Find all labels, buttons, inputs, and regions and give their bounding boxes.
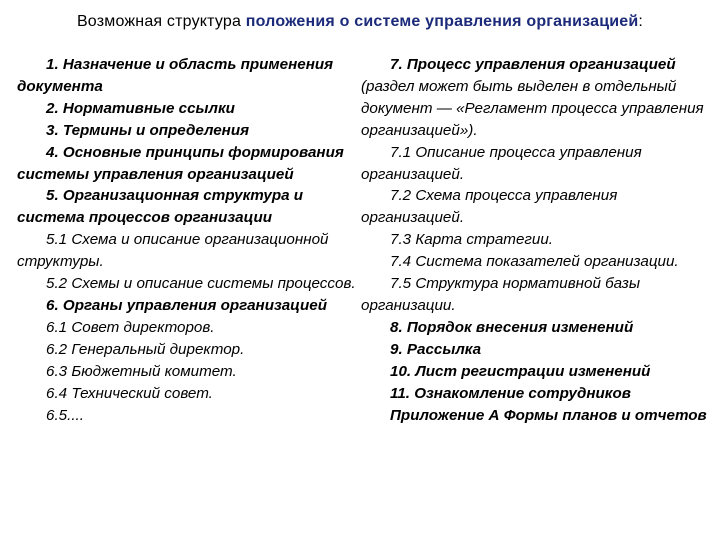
item7-note: (раздел может быть выделен в отдельный документ — «Регламент процесса управления организацией»). <box>361 56 708 139</box>
title-suffix: : <box>638 13 644 30</box>
list-item: 6. Органы управления организацией <box>46 296 327 314</box>
page-title <box>0 11 720 33</box>
list-item: 6.4 Технический совет. <box>46 384 213 402</box>
list-item: 9. Рассылка <box>390 340 482 358</box>
list-item: 2. Нормативные ссылки <box>46 99 235 117</box>
list-item: Приложение А Формы планов и отчетов <box>390 406 707 424</box>
list-item: 6.2 Генеральный директор. <box>46 340 245 358</box>
list-item: 7.4 Система показателей организации. <box>390 253 679 271</box>
list-item: 1. Назначение и область применения документа <box>17 56 338 95</box>
list-item: 5.2 Схемы и описание системы процессов. <box>46 275 356 293</box>
right-column <box>361 54 711 426</box>
list-item: 8. Порядок внесения изменений <box>390 318 634 336</box>
list-item: 7.1 Описание процесса управления организацией. <box>361 143 646 183</box>
list-item: 7.5 Структура нормативной базы организации. <box>361 275 645 314</box>
list-item: 7.2 Схема процесса управления организацией. <box>361 187 622 227</box>
list-item: 10. Лист регистрации изменений <box>390 362 651 380</box>
left-column <box>17 54 362 426</box>
list-item: 11. Ознакомление сотрудников <box>390 384 631 402</box>
list-item: 6.5.... <box>46 406 84 424</box>
title-highlight: положения о системе управления организацией <box>245 13 639 30</box>
list-item: 6.1 Совет директоров. <box>46 318 215 336</box>
list-item: 5. Организационная структура и система процессов организации <box>17 187 308 227</box>
list-item: 4. Основные принципы формирования системы управления организацией <box>17 143 349 183</box>
list-item: 5.1 Схема и описание организационной структуры. <box>17 231 333 271</box>
list-item <box>361 54 711 142</box>
title-prefix: Возможная структура <box>76 13 246 30</box>
item7-title: 7. Процесс управления организацией <box>390 56 676 73</box>
list-item: 3. Термины и определения <box>46 121 250 139</box>
list-item: 7.3 Карта стратегии. <box>390 231 553 249</box>
list-item: 6.3 Бюджетный комитет. <box>46 362 237 380</box>
